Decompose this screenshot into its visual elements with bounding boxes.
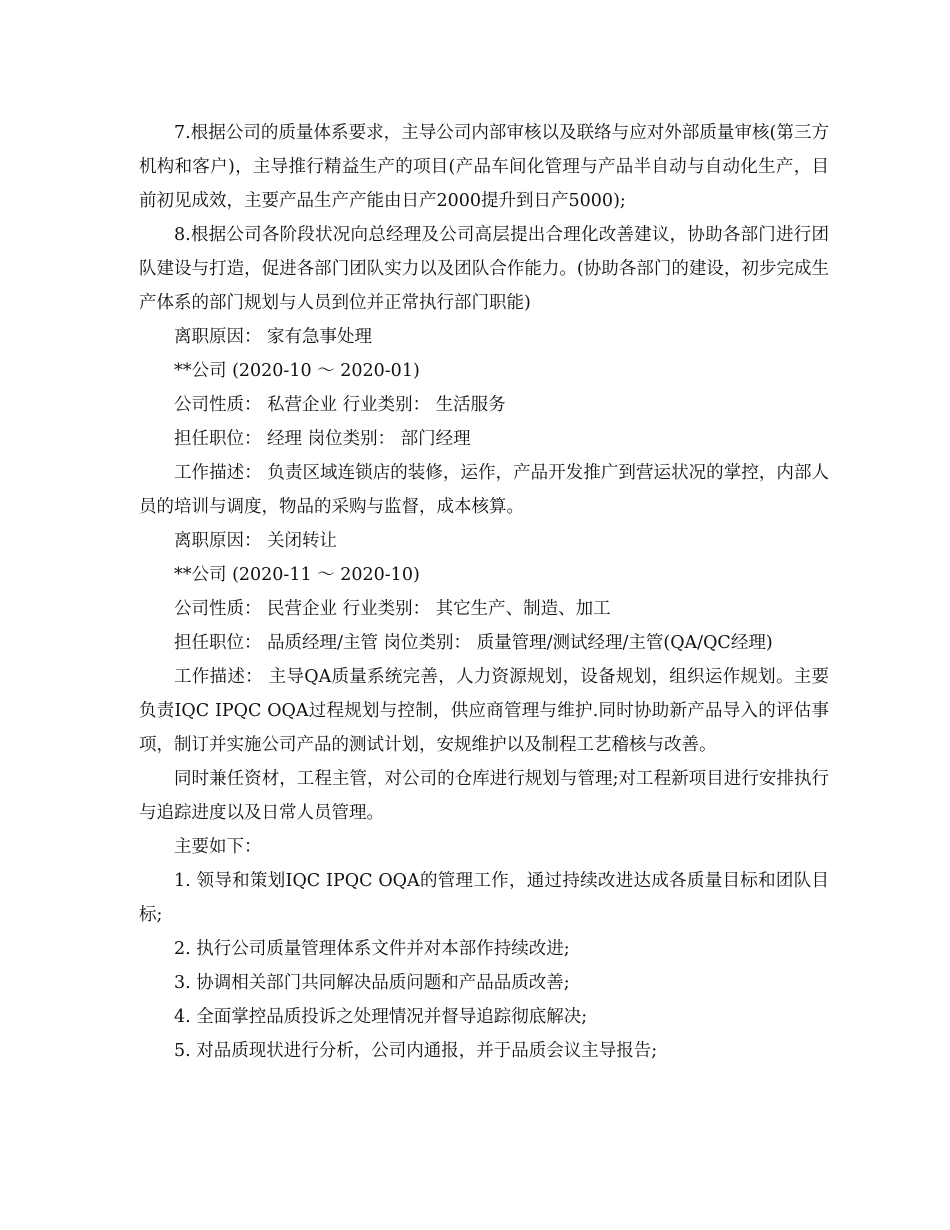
company-nature-2: 公司性质： 民营企业 行业类别： 其它生产、制造、加工 <box>174 599 611 619</box>
duty-item-3: 3. 协调相关部门共同解决品质问题和产品品质改善; <box>174 973 570 993</box>
duty-item-5: 5. 对品质现状进行分析，公司内通报，并于品质会议主导报告; <box>174 1041 658 1061</box>
leave-reason-1: 离职原因： 家有急事处理 <box>174 327 373 347</box>
company-header-2: **公司 (2020-11 ～ 2020-10) <box>174 565 420 585</box>
main-duties-heading: 主要如下： <box>174 837 262 857</box>
company-header-1: **公司 (2020-10 ～ 2020-01) <box>174 361 420 381</box>
position-1: 担任职位： 经理 岗位类别： 部门经理 <box>174 429 471 449</box>
leave-reason-2: 离职原因： 关闭转让 <box>174 531 338 551</box>
duty-item-1: 1. 领导和策划IQC IPQC OQA的管理工作，通过持续改进达成各质量目标和团队目标; <box>139 871 829 925</box>
document-page <box>139 116 829 1068</box>
additional-duties: 同时兼任资材，工程主管，对公司的仓库进行规划与管理;对工程新项目进行安排执行与追踪进度以及日常人员管理。 <box>139 769 829 823</box>
duty-item-4: 4. 全面掌控品质投诉之处理情况并督导追踪彻底解决; <box>174 1007 588 1027</box>
paragraph-responsibility-8: 8.根据公司各阶段状况向总经理及公司高层提出合理化改善建议，协助各部门进行团队建设与打造，促进各部门团队实力以及团队合作能力。(协助各部门的建设，初步完成生产体系的部门规划与人员到位并正常执行部门职能) <box>139 225 829 313</box>
duty-item-2: 2. 执行公司质量管理体系文件并对本部作持续改进; <box>174 939 570 959</box>
job-description-2: 工作描述： 主导QA质量系统完善，人力资源规划，设备规划，组织运作规划。主要负责IQC IPQC OQA过程规划与控制，供应商管理与维护.同时协助新产品导入的评估事项，制订并实施公司产品的测试计划，安规维护以及制程工艺稽核与改善。 <box>139 667 829 755</box>
company-nature-1: 公司性质： 私营企业 行业类别： 生活服务 <box>174 395 506 415</box>
job-description-1: 工作描述： 负责区域连锁店的装修，运作，产品开发推广到营运状况的掌控，内部人员的培训与调度，物品的采购与监督，成本核算。 <box>139 463 829 517</box>
paragraph-responsibility-7: 7.根据公司的质量体系要求，主导公司内部审核以及联络与应对外部质量审核(第三方机构和客户)，主导推行精益生产的项目(产品车间化管理与产品半自动与自动化生产，目前初见成效，主要产品生产产能由日产2000提升到日产5000); <box>139 123 829 211</box>
position-2: 担任职位： 品质经理/主管 岗位类别： 质量管理/测试经理/主管(QA/QC经理) <box>174 633 773 653</box>
